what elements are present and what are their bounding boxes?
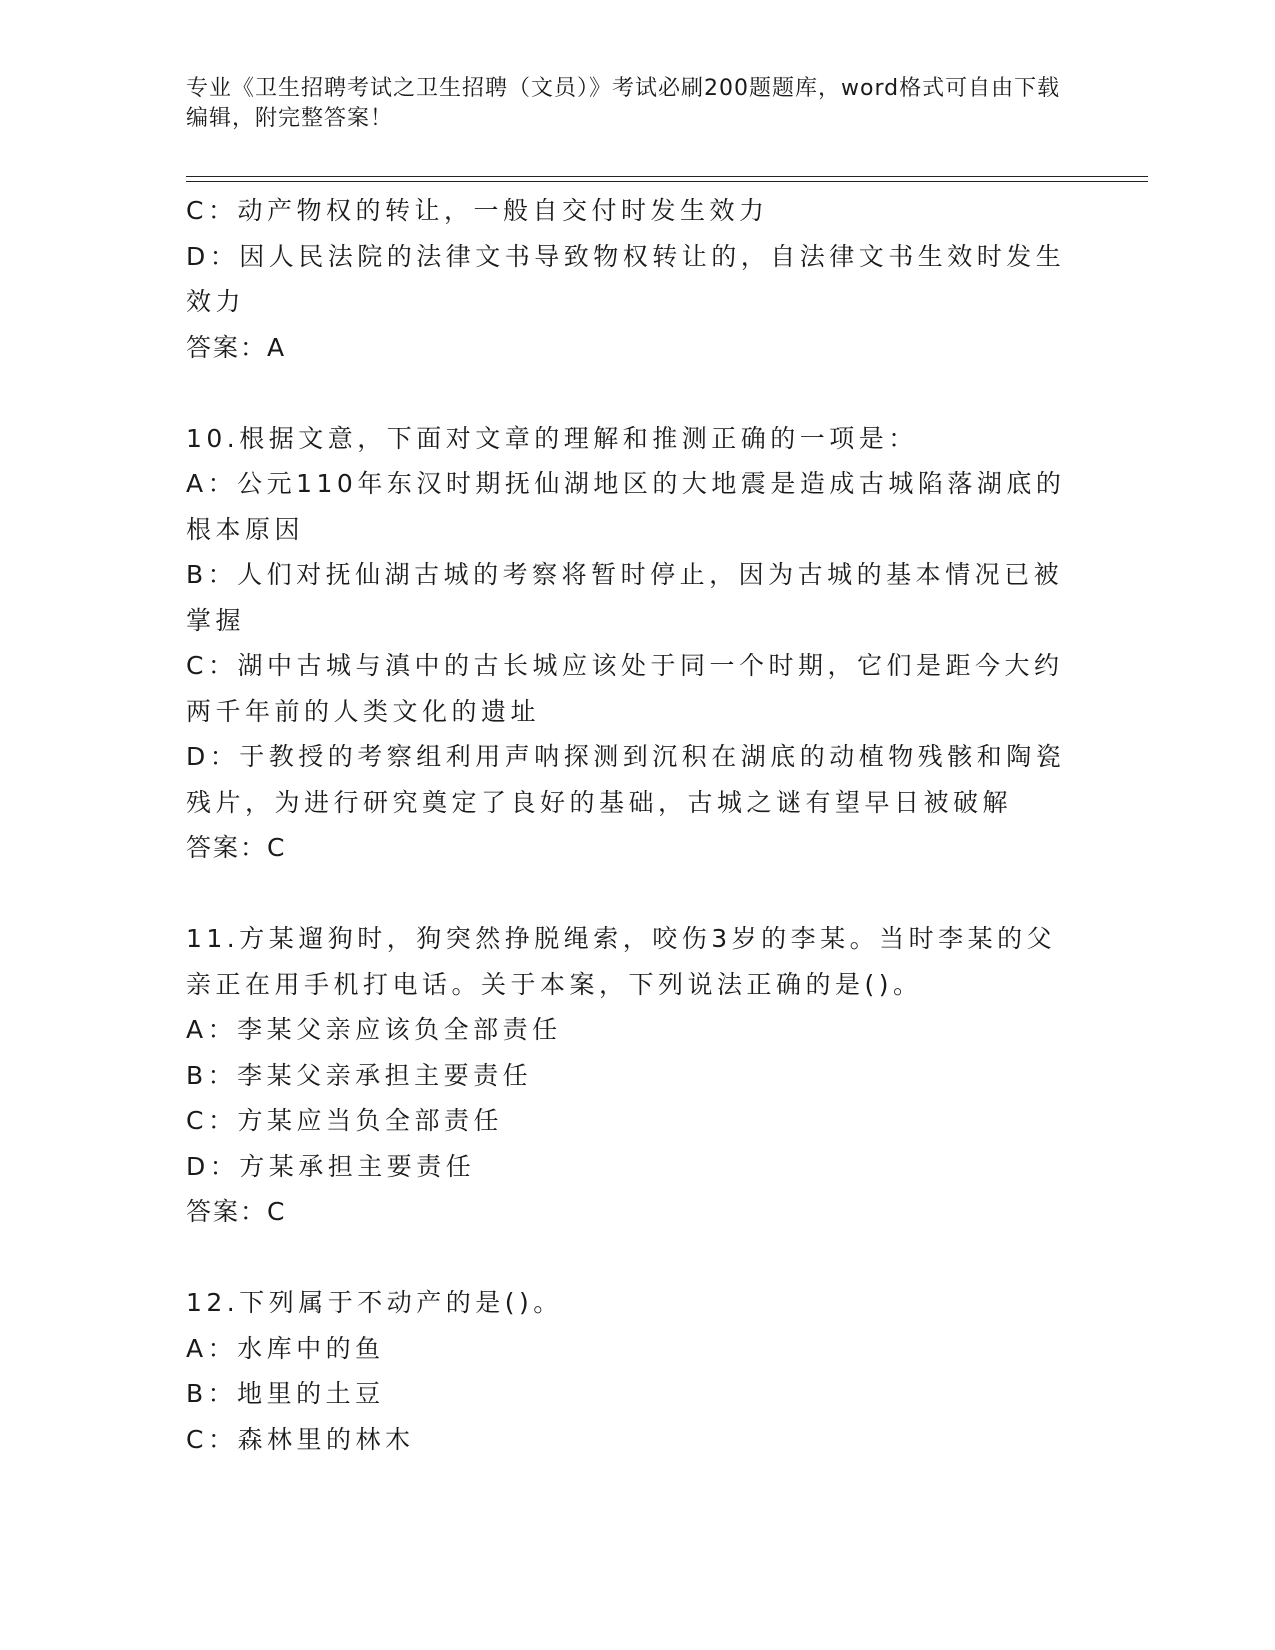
- question-prev: [186, 188, 1066, 370]
- answer: 答案：C: [186, 833, 287, 862]
- option-b: B：人们对抚仙湖古城的考察将暂时停止，因为古城的基本情况已被掌握: [186, 560, 1064, 635]
- question-10: [186, 416, 1066, 871]
- option-c: C：动产物权的转让，一般自交付时发生效力: [186, 196, 769, 225]
- answer: 答案：A: [186, 332, 287, 362]
- header-rule-top: [186, 176, 1148, 177]
- option-c: C：方某应当负全部责任: [186, 1106, 503, 1135]
- page-header: 专业《卫生招聘考试之卫生招聘（文员）》考试必刷200题题库，word格式可自由下载编辑，附完整答案！: [186, 76, 1061, 131]
- option-a: A：公元110年东汉时期抚仙湖地区的大地震是造成古城陷落湖底的根本原因: [186, 469, 1066, 544]
- option-b: B：李某父亲承担主要责任: [186, 1060, 533, 1090]
- option-d: D：因人民法院的法律文书导致物权转让的，自法律文书生效时发生效力: [186, 241, 1066, 316]
- spacer: [186, 1235, 1066, 1281]
- option-a: A：水库中的鱼: [186, 1333, 385, 1363]
- option-a: A：李某父亲应该负全部责任: [186, 1015, 562, 1044]
- header-rule-bottom: [186, 181, 1148, 182]
- option-d: D：于教授的考察组利用声呐探测到沉积在湖底的动植物残骸和陶瓷残片，为进行研究奠定了良好的基础，古城之谜有望早日被破解: [186, 742, 1066, 817]
- option-c: C：森林里的林木: [186, 1424, 415, 1454]
- spacer: [186, 370, 1066, 416]
- option-d: D：方某承担主要责任: [186, 1151, 476, 1181]
- question-11: [186, 916, 1066, 1235]
- document-body: [186, 188, 1066, 1462]
- answer: 答案：C: [186, 1197, 287, 1226]
- question-text: 12.下列属于不动产的是()。: [186, 1288, 563, 1317]
- question-text: 11.方某遛狗时，狗突然挣脱绳索，咬伤3岁的李某。当时李某的父亲正在用手机打电话。关于本案，下列说法正确的是()。: [186, 924, 1057, 999]
- question-12: [186, 1280, 1066, 1462]
- option-b: B：地里的土豆: [186, 1379, 385, 1408]
- question-text: 10.根据文意，下面对文章的理解和推测正确的一项是：: [186, 423, 918, 453]
- option-c: C：湖中古城与滇中的古长城应该处于同一个时期，它们是距今大约两千年前的人类文化的遗址: [186, 651, 1064, 726]
- spacer: [186, 871, 1066, 917]
